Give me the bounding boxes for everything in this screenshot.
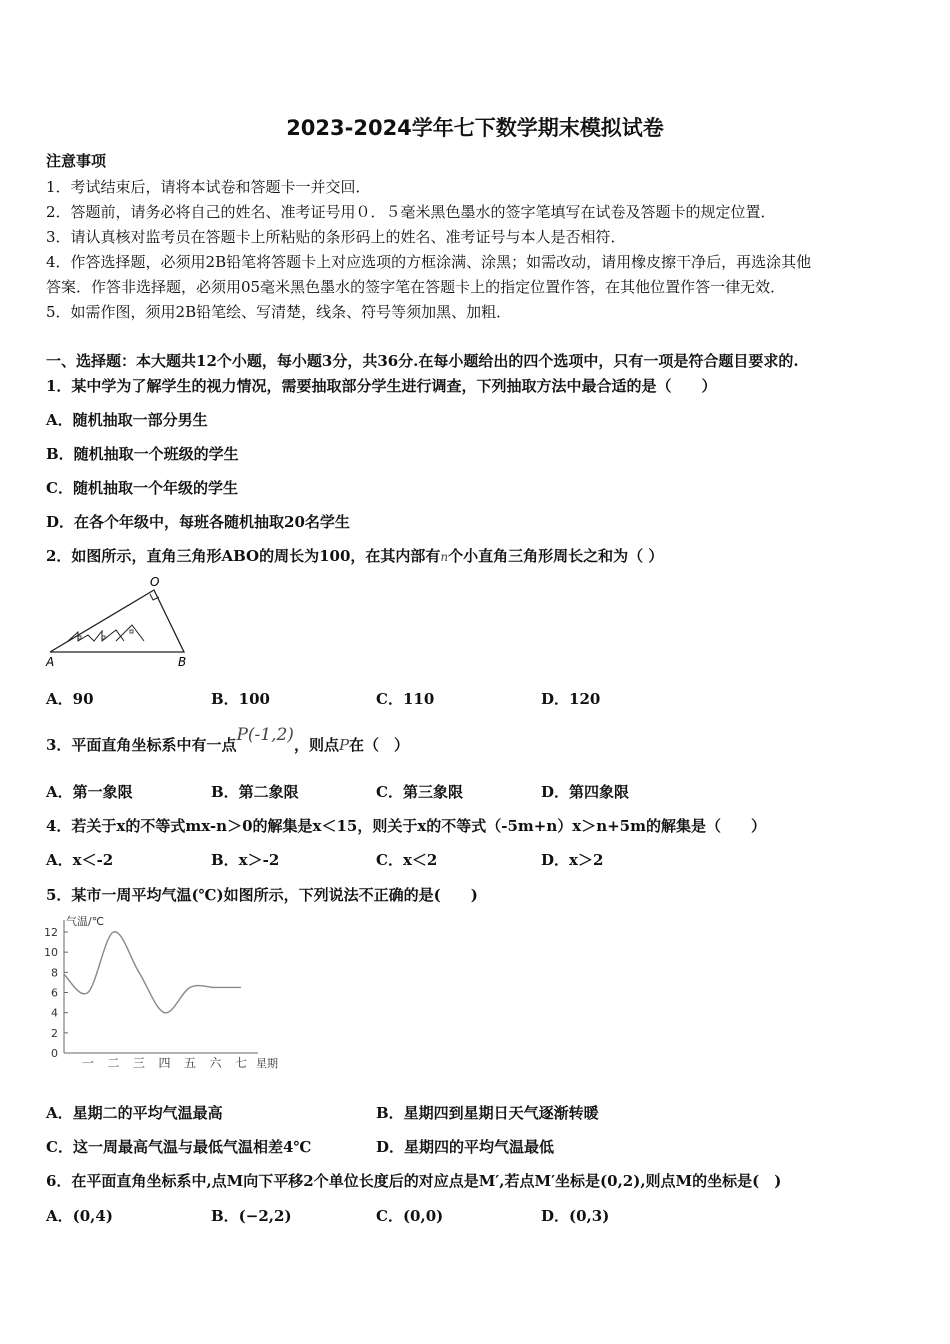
x-tick-label: 五 [183,1056,197,1070]
triangle-outline [50,590,184,652]
x-tick-label: 七 [234,1056,248,1070]
notice-item: 2．答题前，请务必将自己的姓名、准考证号用０．５毫米黑色墨水的签字笔填写在试卷及答题卡的规定位置． [46,203,776,221]
q5-option-d: D．星期四的平均气温最低 [376,1138,555,1156]
q2-variable: n [440,550,449,564]
q6-option-d: D．(0,3) [541,1207,610,1225]
triangle-figure [44,574,204,672]
x-tick-label: 一 [81,1056,95,1070]
q1-option-a: A．随机抽取一部分男生 [46,411,208,429]
q2-option-c: C．110 [376,690,435,708]
q6-stem: 6．在平面直角坐标系中,点M向下平移2个单位长度后的对应点是M′,若点M′坐标是(0,2),则点M的坐标是( ) [46,1172,782,1190]
q2-option-d: D．120 [541,690,601,708]
q6-option-c: C．(0,0) [376,1207,444,1225]
q3-option-a: A．第一象限 [46,783,133,801]
x-axis-label: 星期 [256,1057,278,1070]
q4-stem: 4．若关于x的不等式mx-n＞0的解集是x＜15，则关于x的不等式（-5m+n）x＞n+5m的解集是（ ） [46,817,766,835]
x-tick-label: 六 [209,1056,222,1070]
notice-item: 3．请认真核对监考员在答题卡上所粘贴的条形码上的姓名、准考证号与本人是否相符． [46,228,626,246]
label-b: B [178,655,187,669]
label-a: A [46,655,55,669]
q3-stem-after: 在（ ） [349,736,410,754]
q6-option-a: A．(0,4) [46,1207,113,1225]
x-tick-label: 三 [132,1056,146,1070]
q2-stem-after: 个小直角三角形周长之和为（ ） [448,547,664,565]
q1-option-b: B．随机抽取一个班级的学生 [46,445,239,463]
q2-stem-before: 2．如图所示，直角三角形ABO的周长为100，在其内部有 [46,547,441,565]
q1-option-d: D．在各个年级中，每班各随机抽取20名学生 [46,513,350,531]
q1-stem: 1．某中学为了解学生的视力情况，需要抽取部分学生进行调查，下列抽取方法中最合适的是（ ） [46,377,717,395]
notice-heading: 注意事项 [46,152,107,170]
q6-option-b: B．(−2,2) [211,1207,292,1225]
q4-option-c: C．x＜2 [376,851,438,869]
y-tick-label: 12 [44,926,58,939]
y-tick-label: 10 [44,946,58,960]
q3-option-d: D．第四象限 [541,783,630,801]
q3-option-b: B．第二象限 [211,783,299,801]
notice-item: 1．考试结束后，请将本试卷和答题卡一并交回． [46,178,371,196]
right-angle-mark-3 [130,630,133,633]
y-tick-label: 2 [51,1026,58,1040]
q2-stem [46,546,663,567]
q4-option-d: D．x＞2 [541,851,604,869]
x-tick-label: 二 [107,1056,120,1070]
notice-item: 4．作答选择题，必须用2B铅笔将答题卡上对应选项的方框涂满、涂黑；如需改动，请用橡皮擦干净后，再选涂其他 [46,253,812,271]
y-tick-label: 0 [51,1047,58,1060]
y-tick-label: 8 [51,966,58,980]
y-tick-label: 6 [51,986,58,1000]
q1-option-c: C．随机抽取一个年级的学生 [46,479,238,497]
q2-option-a: A．90 [46,690,94,708]
label-o: O [150,575,160,589]
temperature-series-line [64,932,241,1013]
q3-stem [46,725,410,755]
q5-stem: 5．某市一周平均气温(℃)如图所示，下列说法不正确的是( ) [46,886,478,904]
y-tick-label: 4 [51,1006,58,1020]
q5-option-a: A．星期二的平均气温最高 [46,1104,223,1122]
q3-stem-mid: ，则点 [293,736,339,754]
y-axis-label: 气温/℃ [66,915,105,928]
q4-option-b: B．x＞-2 [211,851,280,869]
temperature-chart [40,910,290,1075]
q5-option-c: C．这一周最高气温与最低气温相差4℃ [46,1138,312,1156]
q5-option-b: B．星期四到星期日天气逐渐转暖 [376,1104,599,1122]
x-tick-label: 四 [158,1056,171,1070]
notice-item: 答案．作答非选择题，必须用05毫米黑色墨水的签字笔在答题卡上的指定位置作答，在其他位置作答一律无效． [46,278,786,296]
small-triangles [68,630,124,641]
notice-item: 5．如需作图，须用2B铅笔绘、写清楚，线条、符号等须加黑、加粗． [46,303,512,321]
q4-option-a: A．x＜-2 [46,851,114,869]
q3-option-c: C．第三象限 [376,783,463,801]
q3-stem-before: 3．平面直角坐标系中有一点 [46,736,237,754]
section-heading: 一、选择题：本大题共12个小题，每小题3分，共36分.在每小题给出的四个选项中，只有一项是符合题目要求的. [46,352,799,370]
q3-point: P(-1,2) [236,725,294,745]
page-title: 2023-2024学年七下数学期末模拟试卷 [286,116,664,140]
q2-option-b: B．100 [211,690,270,708]
q3-variable: P [338,736,350,754]
